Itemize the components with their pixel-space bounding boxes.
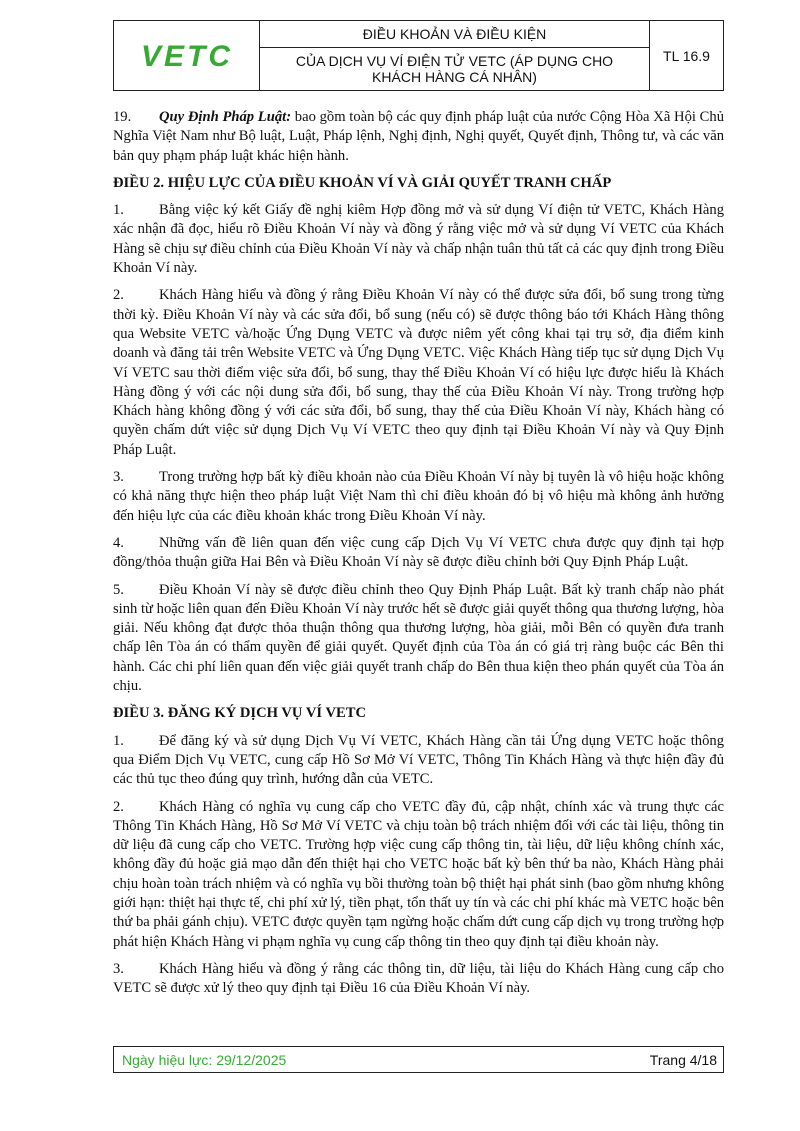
document-code: TL 16.9 [663,47,710,64]
item-number: 19. [113,109,132,125]
document-body [113,108,724,1006]
clause-number: 1. [113,202,124,219]
article-2-clause-1 [113,201,724,278]
defined-term: Quy Định Pháp Luật: [159,109,292,125]
clause-text: Trong trường hợp bất kỳ điều khoản nào của Điều Khoản Ví này bị tuyên là vô hiệu hoặc không có khả năng thực hiện theo pháp luật Việt Nam thì chỉ điều khoản đó bị vô hiệu mà không ảnh hưởng đến hiệu lực của các điều khoản khác trong Điều Khoản Ví này. [113,469,724,524]
article-2-clause-5 [113,581,724,697]
clause-text: Khách Hàng hiểu và đồng ý rằng Điều Khoản Ví này có thể được sửa đổi, bổ sung trong từng thời kỳ. Điều Khoản Ví này và các sửa đổi, bổ sung (nếu có) sẽ được thông báo tới Khách Hàng thông qua Website VETC và/hoặc Ứng Dụng VETC và được niêm yết công khai tại trụ sở, địa điểm kinh doanh và đăng tải trên Website VETC và Ứng Dụng VETC. Việc Khách Hàng tiếp tục sử dụng Dịch Vụ Ví VETC sau thời điểm việc sửa đổi, bổ sung, thay thế Điều Khoản Ví có hiệu lực được hiểu là Khách Hàng đồng ý với các nội dung sửa đổi, bổ sung, thay thế của Điều Khoản Ví này. Trong trường hợp Khách hàng không đồng ý với các sửa đổi, bổ sung, thay thế của Điều Khoản Ví này, Khách hàng có quyền chấm dứt việc sử dụng Dịch Vụ Ví VETC theo quy định tại Điều Khoản Ví này và Quy Định Pháp Luật. [113,287,724,458]
article-3-heading: ĐIỀU 3. ĐĂNG KÝ DỊCH VỤ VÍ VETC [113,705,366,722]
definition-item-19 [113,108,724,166]
document-subtitle: CỦA DỊCH VỤ VÍ ĐIỆN TỬ VETC (ÁP DỤNG CHO KHÁCH HÀNG CÁ NHÂN) [295,53,614,85]
clause-text: Điều Khoản Ví này sẽ được điều chỉnh theo Quy Định Pháp Luật. Bất kỳ tranh chấp nào phát sinh từ hoặc liên quan đến Điều Khoản Ví này trước hết sẽ được giải quyết thông qua thương lượng, hòa giải. Nếu không đạt được thỏa thuận thông qua thương lượng, hòa giải, mỗi Bên có quyền đưa tranh chấp lên Tòa án có thẩm quyền để giải quyết. Quyết định của Tòa án có giá trị ràng buộc các Bên thi hành. Các chi phí liên quan đến việc giải quyết tranh chấp do Bên thua kiện theo phán quyết của Tòa án chịu. [113,581,724,695]
article-2-heading: ĐIỀU 2. HIỆU LỰC CỦA ĐIỀU KHOẢN VÍ VÀ GIẢI QUYẾT TRANH CHẤP [113,174,612,191]
clause-number: 1. [113,732,124,749]
logo-cell [114,21,260,90]
clause-text: Để đăng ký và sử dụng Dịch Vụ Ví VETC, Khách Hàng cần tải Ứng dụng VETC hoặc thông qua Điểm Dịch Vụ VETC, cung cấp Hồ Sơ Mở Ví VETC, Thông Tin Khách Hàng và thực hiện đầy đủ các thủ tục theo đúng quy trình, hướng dẫn của VETC. [113,732,724,788]
document-footer [113,1046,724,1073]
article-2-clause-3 [113,468,724,526]
clause-number: 2. [113,287,124,304]
article-3-clause-3 [113,960,724,999]
article-3-clause-2 [113,798,724,952]
clause-text: Những vấn đề liên quan đến việc cung cấp Dịch Vụ Ví VETC chưa được quy định tại hợp đồng/thỏa thuận giữa Hai Bên và Điều Khoản Ví này sẽ được điều chỉnh bởi Quy Định Pháp Luật. [113,534,724,571]
clause-text: Bằng việc ký kết Giấy đề nghị kiêm Hợp đồng mở và sử dụng Ví điện tử VETC, Khách Hàng xác nhận đã đọc, hiểu rõ Điều Khoản Ví này và đồng ý rằng việc mở và sử dụng Ví VETC của Khách Hàng sẽ chịu sự điều chỉnh của Điều Khoản Ví này và chấp nhận tuân thủ tất cả các quy định trong Điều Khoản Ví này. [113,202,724,277]
clause-number: 4. [113,534,124,551]
item-text: bao gồm toàn bộ các quy định pháp luật của nước Cộng Hòa Xã Hội Chủ Nghĩa Việt Nam như Bộ luật, Luật, Pháp lệnh, Nghị định, Nghị quyết, Quyết định, Thông tư, và các văn bản quy phạm pháp luật khác hiện hành. [113,109,724,164]
clause-text: Khách Hàng hiểu và đồng ý rằng các thông tin, dữ liệu, tài liệu do Khách Hàng cung cấp cho VETC sẽ được xử lý theo quy định tại Điều 16 của Điều Khoản Ví này. [113,960,724,997]
clause-number: 5. [113,581,124,598]
vetc-logo [135,42,239,70]
clause-number: 2. [113,798,124,815]
article-3-clause-1 [113,732,724,790]
clause-number: 3. [113,960,124,977]
article-2-clause-4 [113,534,724,573]
clause-text: Khách Hàng có nghĩa vụ cung cấp cho VETC đầy đủ, cập nhật, chính xác và trung thực các Thông Tin Khách Hàng, Hồ Sơ Mở Ví VETC và chịu toàn bộ trách nhiệm đối với các tài liệu, thông tin dữ liệu đã cung cấp cho VETC. Trường hợp việc cung cấp thông tin, tài liệu, dữ liệu không chính xác, không đầy đủ hoặc giả mạo dẫn đến thiệt hại cho VETC hoặc bất kỳ bên thứ ba nào, Khách Hàng phải chịu hoàn toàn trách nhiệm và có nghĩa vụ bồi thường toàn bộ thiệt hại phát sinh (bao gồm nhưng không giới hạn: thiệt hại thực tế, chi phí xử lý, tiền phạt, tổn thất uy tín và các chi phí khác mà VETC hoặc bên thứ ba phải gánh chịu). VETC được quyền tạm ngừng hoặc chấm dứt cung cấp dịch vụ trong trường hợp phát hiện Khách Hàng vi phạm nghĩa vụ cung cấp thông tin theo quy định tại điều khoản này. [113,798,724,950]
effective-date: Ngày hiệu lực: 29/12/2025 [122,1051,287,1068]
vetc-logo-text: VETC [140,41,233,70]
header-title-block [260,21,650,90]
page-number: Trang 4/18 [649,1051,717,1068]
document-title: ĐIỀU KHOẢN VÀ ĐIỀU KIỆN [260,21,649,48]
clause-number: 3. [113,469,124,486]
document-header [113,20,724,91]
article-2-clause-2 [113,286,724,460]
